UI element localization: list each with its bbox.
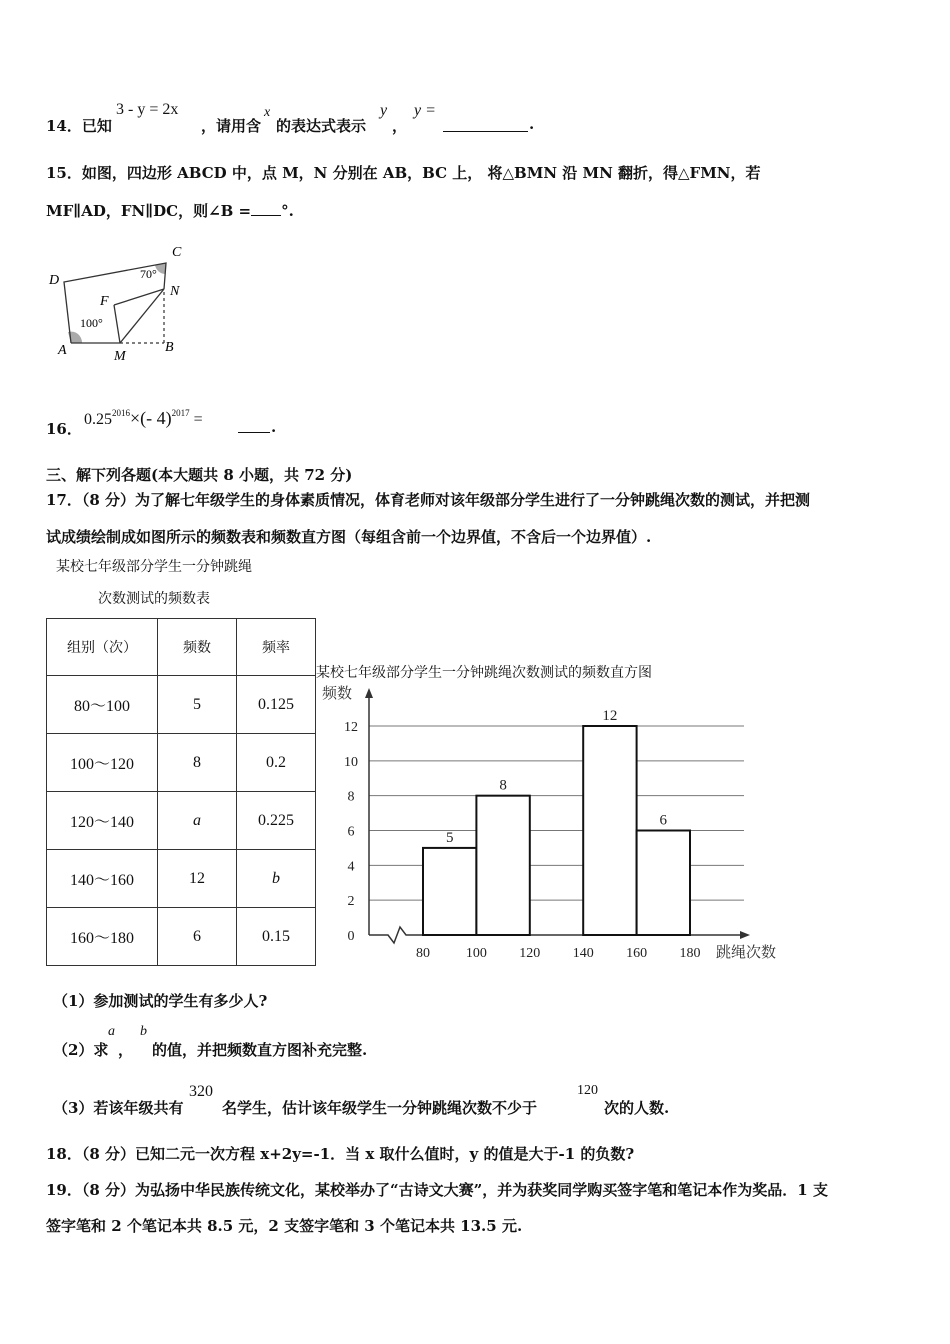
- x-axis-label: 跳绳次数: [716, 945, 777, 961]
- label-n: N: [170, 284, 180, 299]
- q14-text-3: 的表达式表示: [276, 117, 367, 135]
- cell-frequency: 12: [158, 850, 237, 908]
- table-row: [47, 850, 316, 908]
- frequency-histogram: [316, 680, 816, 970]
- cell-rate: b: [237, 850, 316, 908]
- q17-sub-1: （1）参加测试的学生有多少人?: [53, 992, 268, 1010]
- y-tick-label: 8: [347, 789, 355, 805]
- q14-text-2: ，请用含: [201, 117, 262, 135]
- x-tick-label: 140: [572, 946, 594, 961]
- cell-rate: 0.225: [237, 792, 316, 850]
- edge-fn: [114, 289, 164, 305]
- y-tick-label: 12: [344, 720, 358, 735]
- y-tick-label: 0: [347, 929, 355, 944]
- q19-line-2: 签字笔和 2 个笔记本共 8.5 元，2 支签字笔和 3 个笔记本共 13.5 元.: [46, 1217, 523, 1235]
- label-c: C: [172, 245, 182, 260]
- q16-exponent-2: 2017: [171, 408, 190, 418]
- label-d: D: [49, 273, 60, 288]
- y-tick-label: 10: [344, 754, 358, 770]
- q17-sub-2a: （2）求: [53, 1041, 109, 1059]
- label-angle-70: 70°: [140, 267, 157, 281]
- cell-rate: 0.2: [237, 734, 316, 792]
- cell-group: 100～120: [47, 734, 158, 792]
- cell-frequency: 8: [158, 734, 237, 792]
- q16-number: 16．: [46, 420, 82, 438]
- q17-sub-2b: 的值，并把频数直方图补充完整.: [152, 1041, 368, 1059]
- quadrilateral-figure: [44, 238, 204, 368]
- q15-answer-blank[interactable]: [251, 215, 281, 216]
- q16-answer-blank[interactable]: [238, 432, 270, 433]
- histogram-bar: [583, 726, 636, 935]
- label-f: F: [100, 294, 109, 309]
- q16-end: .: [271, 418, 277, 436]
- table-title-2: 次数测试的频数表: [98, 591, 210, 607]
- bar-value-label: 8: [499, 777, 507, 794]
- q17-sub-3a: （3）若该年级共有: [53, 1099, 184, 1117]
- q14-var-x: x: [264, 105, 271, 120]
- q17-sub-2-a: a: [108, 1024, 115, 1039]
- histogram-bar: [423, 848, 476, 935]
- cell-rate: 0.15: [237, 908, 316, 966]
- table-title-1: 某校七年级部分学生一分钟跳绳: [56, 559, 252, 575]
- histogram-bar: [637, 831, 690, 936]
- label-a: A: [58, 343, 67, 358]
- q14-answer-blank[interactable]: [443, 131, 528, 132]
- q14-y-eq: y =: [414, 102, 436, 119]
- q14-text-1: 已知: [81, 117, 112, 135]
- table-row: [47, 734, 316, 792]
- edge-mn: [120, 289, 164, 343]
- y-axis-label: 频数: [322, 686, 353, 702]
- x-tick-label: 80: [416, 946, 430, 961]
- cell-group: 80～100: [47, 676, 158, 734]
- table-row: [47, 676, 316, 734]
- q14-comma: ，: [392, 117, 408, 135]
- bar-value-label: 6: [659, 812, 668, 829]
- edge-mf: [114, 305, 120, 343]
- q16-exponent-1: 2016: [112, 408, 130, 418]
- header-group: 组别（次）: [47, 619, 158, 676]
- label-b: B: [165, 340, 174, 355]
- cell-rate: 0.125: [237, 676, 316, 734]
- q17-sub-3-k: 120: [577, 1083, 598, 1098]
- q17-line-1: 17．（8 分）为了解七年级学生的身体素质情况，体育老师对该年级部分学生进行了一分钟跳绳次数的测试，并把测: [46, 491, 811, 509]
- cell-frequency: 5: [158, 676, 237, 734]
- bar-value-label: 12: [602, 708, 618, 724]
- cell-frequency: 6: [158, 908, 237, 966]
- header-rate: 频率: [237, 619, 316, 676]
- q16-equals: =: [193, 411, 203, 428]
- label-angle-100: 100°: [80, 316, 103, 330]
- q17-sub-2-comma: ，: [118, 1041, 134, 1059]
- frequency-table: [46, 618, 316, 966]
- label-m: M: [114, 349, 126, 364]
- x-tick-label: 100: [465, 946, 487, 961]
- question-18: 18．（8 分）已知二元一次方程 x+2y=-1．当 x 取什么值时，y 的值是大于-1 的负数?: [46, 1145, 635, 1163]
- cell-group: 140～160: [47, 850, 158, 908]
- q17-sub-3c: 次的人数.: [604, 1099, 670, 1117]
- bar-value-label: 5: [445, 829, 454, 846]
- x-tick-label: 160: [626, 946, 648, 961]
- q14-number: 14．: [46, 117, 82, 135]
- table-row: [47, 792, 316, 850]
- x-axis-arrow: [740, 931, 750, 939]
- chart-title: 某校七年级部分学生一分钟跳绳次数测试的频数直方图: [316, 665, 652, 681]
- q15-line-2b: °.: [281, 202, 294, 220]
- cell-group: 160～180: [47, 908, 158, 966]
- q15-line-2: [46, 200, 294, 221]
- question-14: [46, 115, 112, 136]
- q16-expression: [84, 408, 203, 429]
- q14-var-y: y: [380, 102, 388, 119]
- q17-sub-3b: 名学生，估计该年级学生一分钟跳绳次数不少于: [222, 1099, 538, 1117]
- q17-sub-2-b: b: [140, 1024, 147, 1039]
- x-tick-label: 120: [519, 946, 541, 961]
- histogram-bar: [476, 796, 529, 935]
- y-tick-label: 2: [347, 894, 355, 910]
- table-header-row: [47, 619, 316, 676]
- q17-line-2: 试成绩绘制成如图所示的频数表和频数直方图（每组含前一个边界值，不含后一个边界值）.: [46, 528, 652, 546]
- q17-sub-3-n: 320: [189, 1083, 213, 1100]
- cell-group: 120～140: [47, 792, 158, 850]
- y-axis-arrow: [365, 688, 373, 698]
- section-3-heading: 三、解下列各题(本大题共 8 小题，共 72 分): [46, 466, 353, 484]
- header-frequency: 频数: [158, 619, 237, 676]
- q15-line-2a: MF∥AD，FN∥DC，则∠B =: [46, 202, 252, 220]
- q14-end: .: [529, 115, 535, 133]
- y-tick-label: 4: [347, 859, 355, 875]
- q15-line-1: 15．如图，四边形 ABCD 中，点 M，N 分别在 AB，BC 上， 将△BMN 沿 MN 翻折，得△FMN，若: [46, 164, 761, 182]
- y-tick-label: 6: [347, 824, 355, 840]
- cell-frequency: a: [158, 792, 237, 850]
- table-row: [47, 908, 316, 966]
- q14-equation: 3 - y = 2x: [116, 101, 179, 118]
- q16-times: ×(- 4): [130, 408, 172, 428]
- x-tick-label: 180: [679, 946, 701, 961]
- q19-line-1: 19．（8 分）为弘扬中华民族传统文化，某校举办了“古诗文大赛”，并为获奖同学购买签字笔和笔记本作为奖品．1 支: [46, 1181, 828, 1199]
- q16-base: 0.25: [84, 411, 112, 428]
